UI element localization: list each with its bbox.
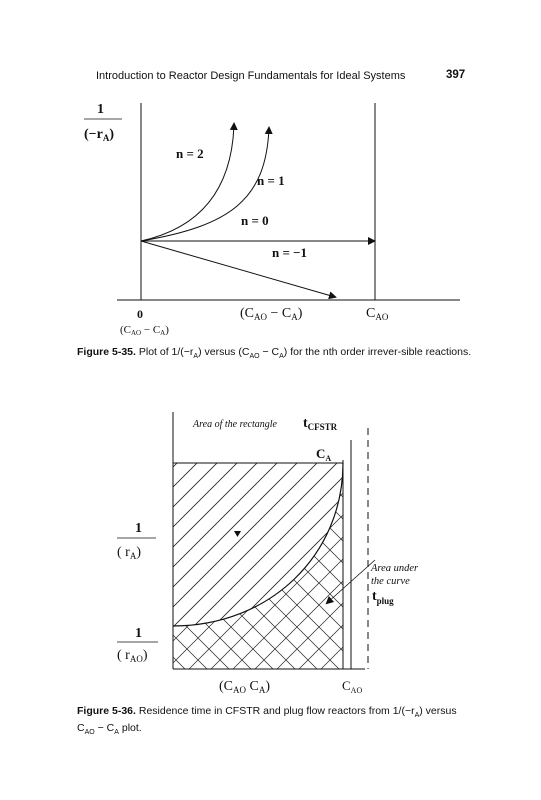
fig35-curve-n2 bbox=[141, 124, 234, 241]
fig36-ca-point-label: $C_A$ bbox=[316, 446, 332, 463]
figure-5-36 bbox=[117, 412, 419, 695]
fig35-x-under-label: (CAO − CA) bbox=[120, 324, 169, 337]
fig35-label-n-minus1: n = −1 bbox=[272, 245, 308, 260]
fig35-y-label-denominator: $(-r_A)$ bbox=[84, 127, 115, 143]
fig36-x-mid-label: ($C_{AO}$ $C_A$) bbox=[219, 679, 271, 695]
fig36-x-end-label: $C_{AO}$ bbox=[342, 678, 363, 695]
fig35-x-end-label: $C_{AO}$ bbox=[366, 306, 389, 322]
page-number: 397 bbox=[446, 69, 466, 81]
fig35-label-n2: n = 2 bbox=[176, 146, 204, 161]
fig36-t-plug-label: $t_{plug}$ bbox=[372, 589, 394, 606]
fig36-rect-area-label: Area of the rectangle bbox=[193, 419, 277, 430]
fig35-label-n1: n = 1 bbox=[257, 173, 285, 188]
fig35-origin-label: 0 bbox=[137, 307, 143, 321]
fig35-y-label-numerator: 1 bbox=[97, 102, 104, 117]
fig36-y2-numerator: 1 bbox=[135, 626, 142, 641]
fig35-x-mid-label: $(C_{AO} - C_A)$ bbox=[240, 306, 303, 322]
fig36-y1-denominator: ( $r_A$) bbox=[117, 545, 141, 561]
fig36-y2-denominator: ( $r_{AO}$) bbox=[117, 648, 148, 664]
figure-5-35-caption: Figure 5-35. Plot of $1/(-r_A)$ versus $(C_{AO} - C_A)$ for the nth order irrever-sible reactions. bbox=[77, 346, 472, 361]
figure-5-36-caption: Figure 5-36. Residence time in CFSTR and plug flow reactors from $1/(-r_A)$ versus $C_{AO} - C_A$ plot. bbox=[77, 705, 457, 737]
fig36-y1-numerator: 1 bbox=[135, 521, 142, 536]
running-header-title: Introduction to Reactor Design Fundamentals for Ideal Systems bbox=[96, 70, 406, 82]
fig36-curve-area-label-2: the curve bbox=[371, 576, 410, 587]
fig35-label-n0: n = 0 bbox=[241, 213, 269, 228]
fig36-curve-area-label-1: Area under bbox=[371, 563, 419, 574]
fig36-t-cfstr-label: $t_{CFSTR}$ bbox=[303, 416, 338, 432]
